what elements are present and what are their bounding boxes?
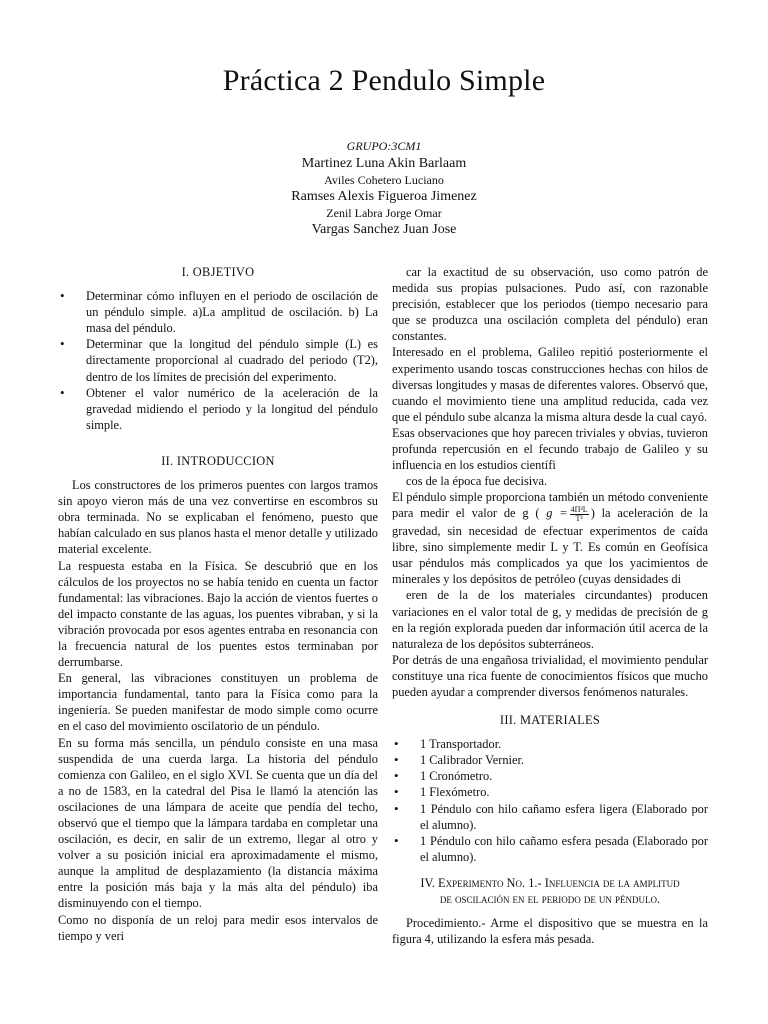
intro-paragraph: En general, las vibraciones constituyen un problema de importancia fundamental, tanto para la Física como para la ingeniería. Se pueden manifestar de modo simple como ocurre en el caso del movimiento oscilatorio de un péndulo.: [58, 671, 378, 734]
author-name: Vargas Sanchez Juan Jose: [311, 222, 457, 237]
list-item: • 1 Péndulo con hilo cañamo esfera pesada (Elaborado por el alumno).: [392, 833, 708, 865]
list-item: • 1 Transportador.: [392, 736, 708, 752]
intro-paragraph: En su forma más sencilla, un péndulo consiste en una masa suspendida de una cuerda larga. La historia del péndulo comienza con Galileo, en el siglo XVI. Se cuenta que un día del a no de 1583, en la catedral del Pisa le llamó la atención las oscilaciones de una lámpara de aceite que pendía del techo, observó que el tiempo que la lámpara tardaba en completar una oscilación, es decir, en salir de un extremo, llegar al otro y volver a su posición inicial era aproximadamente el mismo, aunque la amplitud de desplazamiento (la distancia máxima entre la posición más baja y la más alta del péndulo) iba disminuyendo con el tiempo.: [58, 735, 378, 911]
intro-paragraph: car la exactitud de su observación, uso como patrón de medida sus propias pulsaciones. Pudo así, con razonable precisión, establecer que los periodos (tiempo necesario para que se produzca una oscilación completa del péndulo) eran constantes.: [392, 265, 708, 344]
intro-paragraph: Los constructores de los primeros puentes con largos tramos sin apoyo vieron más de una vez convertirse en escombros su obra terminada. No se explicaban el fenómeno, puesto que habían calculado en sus planos hasta el menor detalle y utilizado material excelente.: [58, 478, 378, 557]
list-item: • 1 Péndulo con hilo cañamo esfera ligera (Elaborado por el alumno).: [392, 801, 708, 833]
list-item: • 1 Cronómetro.: [392, 768, 708, 784]
intro-paragraph: Esas observaciones que hoy parecen triviales y obvias, tuvieron profunda repercusión en el fecundo trabajo de Galileo y su influencia en los estudios científi: [392, 425, 708, 473]
formula-fraction: [570, 506, 589, 523]
experimento-heading-line: IV. Experimento No. 1.- Influencia de la amplitud: [420, 875, 680, 890]
section-heading-objetivo: I. OBJETIVO: [181, 265, 255, 279]
intro-paragraph: eren de la de los materiales circundantes) producen variaciones en el valor total de g, y medidas de precisión de g en la región explorada pueden dar información útil acerca de la naturaleza de los depósitos subterráneos.: [392, 588, 708, 651]
list-item: • Determinar que la longitud del péndulo simple (L) es directamente proporcional al cuadrado del periodo (T2), dentro de los límites de precisión del experimento.: [58, 336, 378, 384]
materiales-list: [392, 736, 708, 865]
right-column: [392, 264, 708, 947]
section-heading-materiales: III. MATERIALES: [499, 713, 601, 728]
formula-numerator: 4Π²L: [570, 505, 588, 515]
objetivo-list: [58, 288, 378, 433]
paper-title: Práctica 2 Pendulo Simple: [222, 64, 546, 97]
formula-lhs: g =: [546, 506, 568, 521]
procedure-paragraph: Procedimiento.- Arme el dispositivo que se muestra en la figura 4, utilizando la esfera más pesada.: [392, 915, 708, 947]
intro-paragraph: Interesado en el problema, Galileo repitió posteriormente el experimento usando toscas construcciones hechas con hilos de diversas longitudes y masas de diferentes valores. Observó que, cuando el movimiento tiene una amplitud reducida, cada vez que el péndulo sube alcanza la misma altura desde la cual cayó.: [392, 345, 708, 424]
author-name: Zenil Labra Jorge Omar: [326, 206, 442, 220]
intro-paragraph-formula: [392, 489, 708, 587]
author-name: Martinez Luna Akin Barlaam: [301, 156, 467, 171]
experimento-heading-line: de oscilación en el periodo de un péndulo.: [439, 891, 661, 906]
intro-paragraph: La respuesta estaba en la Física. Se descubrió que en los cálculos de los proyectos no se había tenido en cuenta un factor fundamental: las vibraciones. Bajo la acción de vientos fuertes o del impacto constante de las aguas, los puentes vibraban, y si la vibración provocada por esos agentes entraba en resonancia con la frecuencia natural de los puentes estos terminaban por derrumbarse.: [58, 558, 378, 670]
formula-denominator: T²: [575, 514, 583, 524]
author-name: Ramses Alexis Figueroa Jimenez: [291, 189, 477, 204]
list-item: • Obtener el valor numérico de la aceleración de la gravedad midiendo el periodo y la longitud del péndulo simple.: [58, 385, 378, 433]
author-name: Aviles Cohetero Luciano: [324, 173, 444, 187]
author-block: [0, 138, 768, 238]
group-label: GRUPO:3CM1: [346, 139, 422, 153]
intro-paragraph: Por detrás de una engañosa trivialidad, el movimiento pendular constituye una rica fuente de conocimientos físicos que mucho pueden ayudar a comprender diversos fenómenos naturales.: [392, 652, 708, 699]
left-column: [58, 264, 378, 944]
intro-paragraph: cos de la época fue decisiva.: [406, 474, 548, 489]
formula-tail-text: ) la aceleración de la gravedad, sin necesidad de efectuar experimentos de caída libre, sino simplemente medir L y T. Es común en Geofísica usar péndulos más complicados ya que los yacimientos de minerales y los depósitos de petróleo (cuyas densidades di: [392, 506, 708, 587]
list-item: • 1 Calibrador Vernier.: [392, 752, 708, 768]
section-heading-experimento: [392, 875, 708, 907]
formula-lead-text: El péndulo simple proporciona también un método conveniente para medir el valor de g (: [392, 490, 708, 521]
list-item: • Determinar cómo influyen en el periodo de oscilación de un péndulo simple. a)La amplitud de oscilación. b) La masa del péndulo.: [58, 288, 378, 336]
section-heading-introduccion: II. INTRODUCCION: [161, 453, 275, 468]
list-item: • 1 Flexómetro.: [392, 784, 708, 800]
intro-paragraph: Como no disponía de un reloj para medir esos intervalos de tiempo y veri: [58, 912, 378, 943]
